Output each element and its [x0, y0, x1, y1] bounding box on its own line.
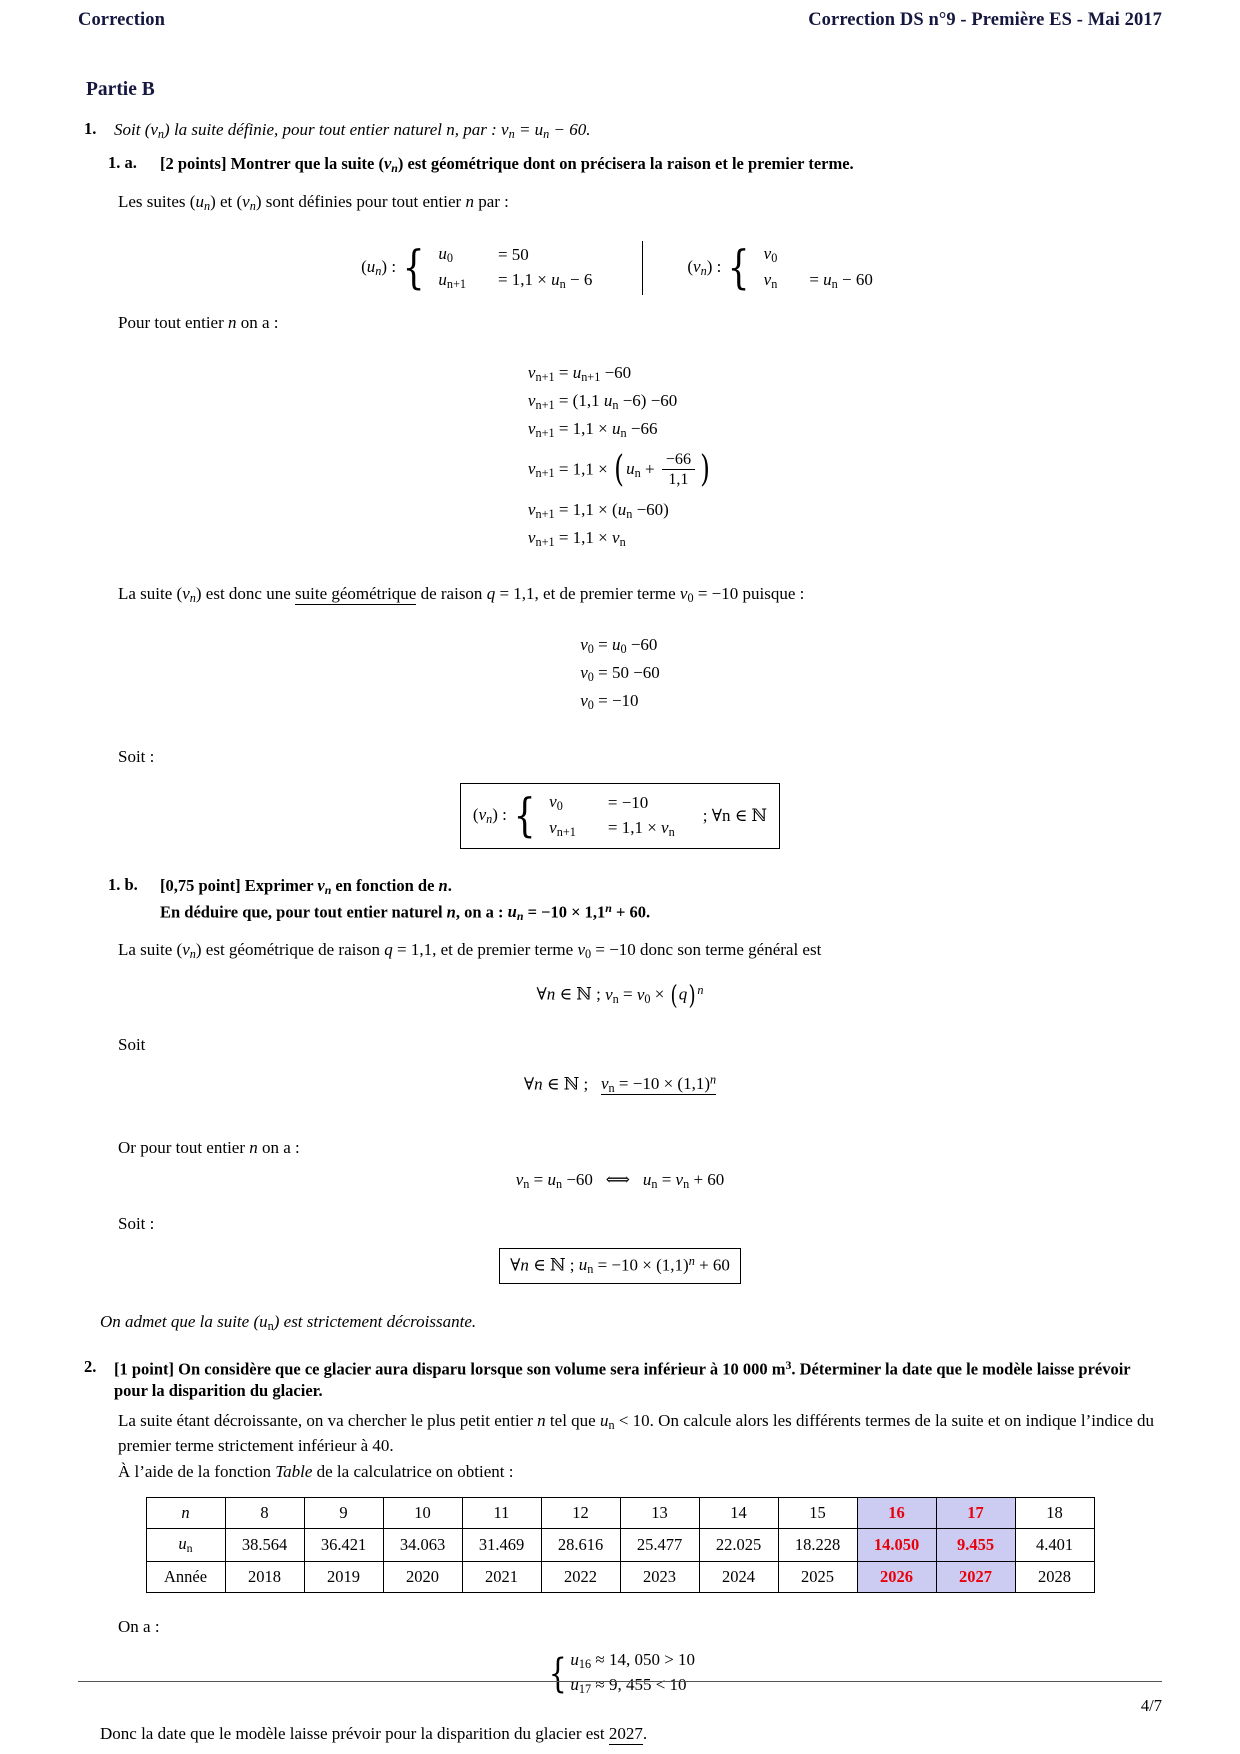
table-cell: 4.401: [1015, 1529, 1094, 1562]
table-cell: 34.063: [383, 1529, 462, 1562]
q1a-conclusion: La suite $(v_n)$ est donc une suite géométrique de raison q = 1,1, et de premier terme $v_0 = -10$ puisque :: [118, 583, 805, 605]
q1b-soit2: Soit :: [118, 1214, 155, 1234]
table-cell: 2027: [936, 1562, 1015, 1593]
table-row-label: n: [146, 1498, 225, 1529]
question-1: [78, 119, 1162, 143]
table-cell: 18: [1015, 1498, 1094, 1529]
table-cell: 2028: [1015, 1562, 1094, 1593]
table-cell: 2021: [462, 1562, 541, 1593]
formula-general-term: ∀n ∈ ℕ ; $v_n = v_0 \times (q)$ $^n$: [536, 981, 704, 1012]
equivalence-line: $v_n = u_n -60$ ⟺ $u_n = v_n + 60$: [515, 1170, 725, 1192]
table-cell: 17: [936, 1498, 1015, 1529]
table-cell: 38.564: [225, 1529, 304, 1562]
table-cell: 12: [541, 1498, 620, 1529]
derivation-line-5: $v_{n+1} = 1,1 \times (u_n -60)$: [527, 499, 669, 521]
table-cell: 14.050: [857, 1529, 936, 1562]
q1a-intro: Les suites $(u_n)$ et $(v_n)$ sont définies pour tout entier n par :: [118, 191, 509, 213]
system-divider: [642, 241, 643, 295]
question-1a-points: [2 points]: [160, 153, 227, 173]
v0-line-2: $v_0 = 50 -60$: [580, 662, 660, 684]
header-left: Correction: [78, 10, 165, 30]
question-1b: [108, 875, 1162, 924]
table-cell: 8: [225, 1498, 304, 1529]
table-cell: 2024: [699, 1562, 778, 1593]
underlined-suite-geometrique: suite géométrique: [295, 583, 417, 603]
page-number: 4/7: [1140, 1696, 1162, 1715]
question-1b-label: 1. b.: [108, 874, 138, 894]
table-cell: 13: [620, 1498, 699, 1529]
table-cell: 2026: [857, 1562, 936, 1593]
table-cell: 28.616: [541, 1529, 620, 1562]
q1b-soit: Soit: [118, 1034, 146, 1054]
table-cell: 11: [462, 1498, 541, 1529]
q2-final: Donc la date que le modèle laisse prévoir pour la disparition du glacier est 2027.: [100, 1724, 648, 1744]
table-cell: 14: [699, 1498, 778, 1529]
table-cell: 2025: [778, 1562, 857, 1593]
question-1a: [108, 153, 1162, 176]
formula-vn: ∀n ∈ ℕ ; $v_n = -10 \times (1,1)^n$: [523, 1072, 717, 1096]
question-1a-text: [2 points] Montrer que la suite $(v_n)$ est géométrique dont on précisera la raison et le premier terme.: [160, 153, 854, 175]
case-line-1: $u_{16} \approx 14$, 050 > 10: [570, 1650, 696, 1672]
table-row-label: $u_n$: [146, 1529, 225, 1562]
header-right: Correction DS n°9 - Première ES - Mai 2017: [808, 10, 1162, 30]
q1b-or-pour: Or pour tout entier n on a :: [118, 1138, 300, 1158]
table-cell: 2020: [383, 1562, 462, 1593]
q2-para-1: La suite étant décroissante, on va chercher le plus petit entier n tel que $u_n < 10$. On calcule alors les différents termes de la suite et on indique l’indice du premier terme strictement inférieur à 40.: [118, 1410, 1155, 1455]
values-table: [146, 1497, 1095, 1593]
values-table-body: [146, 1498, 1094, 1593]
q2-on-a: On a :: [118, 1617, 160, 1637]
cases-block: { $u_{16} \approx 14$, 050 > 10 $u_{17} \approx 9$, 455 < 10: [548, 1650, 696, 1697]
section-title: Partie B: [86, 79, 155, 100]
derivation-line-2: $v_{n+1} = (1,1$ $u_n -6) -60$: [527, 390, 678, 412]
v0-line-3: $v_0 = -10$: [580, 690, 639, 713]
table-cell: 18.228: [778, 1529, 857, 1562]
question-2: [78, 1357, 1162, 1403]
question-1b-points: [0,75 point]: [160, 875, 241, 895]
admis-note: On admet que la suite $(u_n)$ est strictement décroissante.: [100, 1311, 477, 1333]
table-cell: 9.455: [936, 1529, 1015, 1562]
q1b-intro: La suite $(v_n)$ est géométrique de raison q = 1,1, et de premier terme $v_0 = -10$ donc son terme général est: [118, 940, 822, 962]
system-vn: $(v_n)$ : { $v_0$ $v_n$ = $u_n - 60$: [687, 240, 873, 295]
q2-para-3: À l’aide de la fonction Table de la calculatrice on obtient :: [118, 1461, 514, 1481]
table-cell: 2022: [541, 1562, 620, 1593]
q1a-pour-tout: Pour tout entier n on a :: [118, 312, 279, 332]
question-2-points: [1 point]: [114, 1359, 175, 1379]
table-cell: 9: [304, 1498, 383, 1529]
table-cell: 25.477: [620, 1529, 699, 1562]
question-1-statement: Soit $(v_n)$ la suite définie, pour tout entier naturel n, par : $v_n = u_n - 60$.: [114, 120, 591, 142]
boxed-system-suffix: ; ∀n ∈ ℕ: [702, 805, 768, 825]
derivation-line-1: $v_{n+1} = u_{n+1} -60$: [527, 362, 632, 384]
q1a-soit: Soit :: [118, 747, 155, 767]
table-cell: 15: [778, 1498, 857, 1529]
table-cell: 10: [383, 1498, 462, 1529]
table-cell: 2018: [225, 1562, 304, 1593]
footer-rule: [78, 1681, 1162, 1682]
case-line-2: $u_{17} \approx 9$, 455 < 10: [570, 1675, 687, 1697]
boxed-result-un: ∀n ∈ ℕ ; $u_n = -10 \times (1,1)^n + 60$: [78, 1248, 1162, 1284]
v0-calculation: [78, 629, 1162, 719]
derivation-line-6: $v_{n+1} = 1,1 \times v_n$: [527, 527, 626, 549]
table-cell: 2019: [304, 1562, 383, 1593]
question-2-number: 2.: [84, 1356, 97, 1376]
systems-definition: [78, 241, 1162, 295]
derivation-block: [78, 357, 1162, 556]
question-1-number: 1.: [84, 119, 97, 138]
final-year: 2027: [608, 1724, 643, 1744]
boxed-system-vn: $(v_n)$ : { $v_0$ = −10 $v_{n+1}$ = $1,1 \times v_n$ ; ∀n ∈ ℕ: [78, 783, 1162, 849]
table-cell: 16: [857, 1498, 936, 1529]
system-un: $(u_n)$ : { $u_0$ = 50 $u_{n+1}$ = $1,1 \times u_n - 6$: [361, 240, 593, 295]
page-header: [78, 10, 1162, 31]
table-row: [146, 1529, 1094, 1562]
table-cell: 36.421: [304, 1529, 383, 1562]
derivation-line-4: $v_{n+1} = 1,1$ × ( $u_n$ + $\frac{-66}{1,1}$ ): [527, 449, 710, 491]
question-1a-label: 1. a.: [108, 152, 137, 172]
table-cell: 2023: [620, 1562, 699, 1593]
question-2-text: [1 point] On considère que ce glacier aura disparu lorsque son volume sera inférieur à 10 000 $m^3$. Déterminer la date que le modèle laisse prévoir pour la disparition du glacier.: [114, 1357, 1131, 1401]
question-1b-text: [0,75 point] Exprimer $v_n$ en fonction de n. En déduire que, pour tout entier naturel n, on a : $u_n = -10 \times 1,1^n + 60$.: [160, 875, 651, 924]
v0-line-1: $v_0 = u_0 -60$: [580, 634, 658, 656]
table-row: [146, 1498, 1094, 1529]
derivation-line-3: $v_{n+1} = 1,1 \times u_n -66$: [527, 418, 658, 440]
table-row: [146, 1562, 1094, 1593]
table-cell: 22.025: [699, 1529, 778, 1562]
table-cell: 31.469: [462, 1529, 541, 1562]
table-row-label: Année: [146, 1562, 225, 1593]
